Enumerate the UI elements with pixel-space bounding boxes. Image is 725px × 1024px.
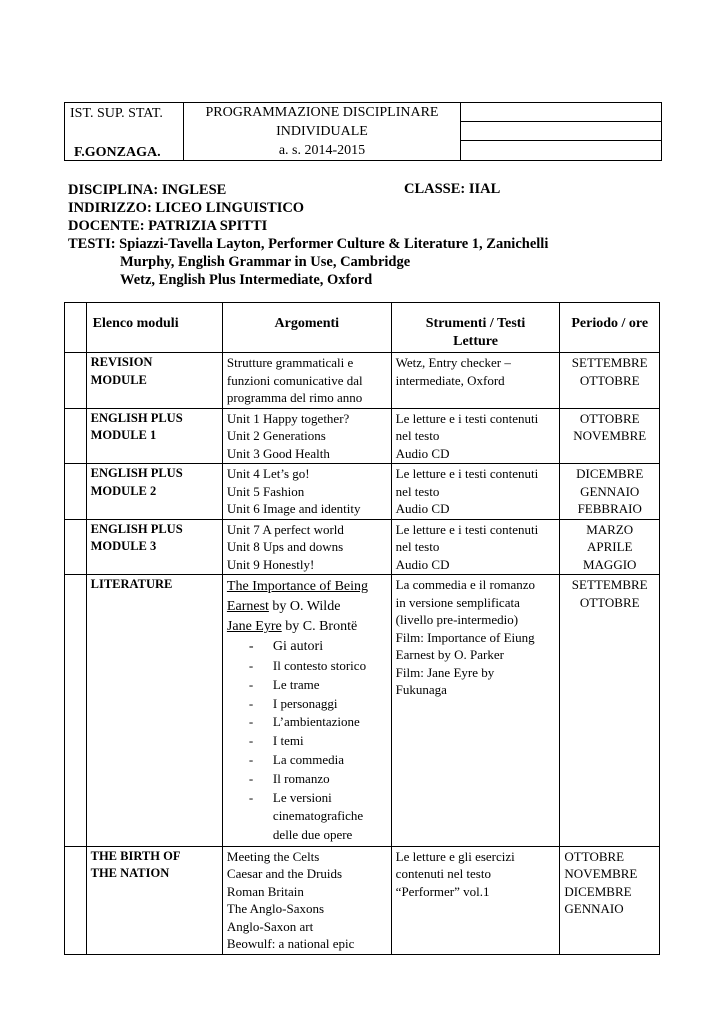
index-header [65,303,87,353]
indirizzo: INDIRIZZO: LICEO LINGUISTICO [68,200,305,216]
argomenti-cell [222,408,391,464]
title-line-2: INDIVIDUALE [276,124,368,139]
periodo: OTTOBRE [579,594,640,610]
testi-line-2: Murphy, English Grammar in Use, Cambridge [120,254,411,270]
modulo-line: MODULE [90,372,147,387]
periodo-cell [560,464,660,520]
strumento: Audio CD [395,445,450,461]
modulo-line: LITERATURE [90,577,173,591]
argomento: The Anglo-Saxons [226,901,325,917]
list-item: - Le trame [227,676,387,695]
list-item: - I personaggi [227,695,387,714]
periodo: DICEMBRE [576,466,644,481]
periodo-cell [560,846,660,954]
strumento: contenuti nel testo [395,866,491,882]
list-item: - L’ambientazione [227,713,387,732]
periodo: APRILE [586,539,633,554]
argomento: Unit 8 Ups and downs [226,539,344,554]
school-cell [65,103,184,161]
header-strumenti [391,303,560,353]
header-table [64,102,662,161]
argomento: Meeting the Celts [226,848,320,864]
strumento: nel testo [395,539,440,554]
strumento: Audio CD [395,501,450,516]
literature-topics [227,637,387,845]
index-cell [65,408,87,464]
header-moduli: Elenco moduli [86,303,222,353]
periodo: SETTEMBRE [571,355,648,370]
strumento: Fukunaga [395,682,447,697]
index-cell [65,846,87,954]
periodo: NOVEMBRE [564,866,638,882]
strumento: nel testo [395,428,440,443]
modulo-cell [86,519,222,575]
docente: DOCENTE: PATRIZIA SPITTI [68,218,268,234]
disciplina: DISCIPLINA: INGLESE [68,182,227,198]
strumenti-cell [391,464,560,520]
work-2-author: by C. Brontë [281,619,358,634]
strumento: Film: Importance of Eiung [395,629,535,645]
argomenti-cell [222,353,391,409]
argomento: Unit 3 Good Health [226,445,330,461]
blank-box [461,103,661,122]
periodo: OTTOBRE [579,372,640,388]
school-line-2: F.GONZAGA. [74,145,161,160]
table-row-nation [65,846,660,954]
strumento: intermediate, Oxford [395,372,505,388]
header-strumenti-1: Strumenti / Testi [425,316,526,331]
argomento: Beowulf: a national epic [226,936,355,952]
strumento: La commedia e il romanzo [395,577,536,592]
strumenti-cell [391,846,560,954]
modulo-line: MODULE 1 [90,428,157,442]
modulo-line: THE NATION [90,866,170,881]
list-item: - I temi [227,732,387,751]
periodo: GENNAIO [580,483,640,499]
periodo: GENNAIO [564,901,624,917]
strumento: Le letture e gli esercizi [395,848,515,864]
strumenti-cell [391,353,560,409]
modulo-line: ENGLISH PLUS [90,521,183,536]
periodo: MAGGIO [582,556,637,572]
argomento: Strutture grammaticali e [226,355,354,370]
strumento: Le letture e i testi contenuti [395,466,539,481]
index-cell [65,353,87,409]
list-item: - Le versioni cinematografiche delle due opere [227,789,387,845]
list-item: - La commedia [227,751,387,770]
periodo: OTTOBRE [564,848,625,864]
index-cell [65,575,87,847]
periodo: FEBBRAIO [577,501,642,516]
header-argomenti: Argomenti [222,303,391,353]
blank-boxes-cell [461,103,662,161]
argomento: Anglo-Saxon art [226,918,314,934]
modulo-cell [86,353,222,409]
work-1-title-2: Earnest [226,599,269,614]
strumento: Earnest by O. Parker [395,647,504,662]
argomento: programma del rimo anno [226,390,363,405]
modulo-cell [86,575,222,847]
argomenti-cell [222,575,391,847]
modulo-cell [86,408,222,464]
strumento: Le letture e i testi contenuti [395,410,539,426]
modulo-cell [86,846,222,954]
periodo-cell [560,408,660,464]
strumenti-cell [391,575,560,847]
work-1-title: The Importance of Being [226,579,369,594]
argomento: funzioni comunicative dal [226,372,363,388]
strumento: in versione semplificata [395,594,520,610]
periodo-cell [560,353,660,409]
argomento: Unit 2 Generations [226,428,326,443]
periodo: OTTOBRE [579,410,640,426]
modules-table [64,302,660,955]
argomento: Unit 1 Happy together? [226,410,350,426]
periodo: MARZO [586,521,634,537]
strumento: (livello pre-intermedio) [395,612,519,627]
header-strumenti-2: Letture [453,334,498,349]
table-row [65,519,660,575]
strumento: Audio CD [395,556,450,572]
work-1-author: by O. Wilde [268,599,341,614]
work-2-title: Jane Eyre [226,619,282,634]
list-item: - Il romanzo [227,770,387,789]
blank-box [461,141,661,160]
modulo-line: ENGLISH PLUS [90,466,183,480]
argomento: Caesar and the Druids [226,866,343,882]
strumenti-cell [391,408,560,464]
strumenti-cell [391,519,560,575]
argomento: Unit 9 Honestly! [226,556,315,572]
modulo-line: ENGLISH PLUS [90,410,183,425]
argomenti-cell [222,519,391,575]
modulo-line: MODULE 3 [90,539,157,553]
index-cell [65,519,87,575]
school-line-1: IST. SUP. STAT. [70,106,163,121]
periodo: SETTEMBRE [571,577,648,592]
title-cell [184,103,461,161]
argomenti-cell [222,464,391,520]
work-2 [227,617,387,637]
index-cell [65,464,87,520]
periodo-cell [560,519,660,575]
table-header-row [65,303,660,353]
periodo-cell [560,575,660,847]
modulo-line: THE BIRTH OF [90,848,181,863]
periodo: NOVEMBRE [573,428,647,443]
modulo-line: REVISION [90,355,153,369]
title-line-3: a. s. 2014-2015 [278,143,366,158]
strumento: Wetz, Entry checker – [395,355,511,370]
table-row [65,353,660,409]
testi-line-3: Wetz, English Plus Intermediate, Oxford [120,272,373,288]
argomento: Roman Britain [226,883,304,899]
strumento: “Performer” vol.1 [395,883,490,899]
classe: CLASSE: IIAL [404,181,501,197]
periodo: DICEMBRE [564,883,632,899]
argomento: Unit 7 A perfect world [226,521,344,537]
header-periodo: Periodo / ore [560,303,660,353]
table-row [65,408,660,464]
blank-box [461,122,661,141]
testi-line-1: TESTI: Spiazzi-Tavella Layton, Performer Culture & Literature 1, Zanichelli [68,236,549,252]
list-item: - Gi autori [227,637,387,657]
table-row-literature [65,575,660,847]
argomento: Unit 5 Fashion [226,483,305,499]
strumento: Film: Jane Eyre by [395,664,495,680]
argomento: Unit 4 Let’s go! [226,466,310,481]
modulo-line: MODULE 2 [90,483,157,498]
title-line-1: PROGRAMMAZIONE DISCIPLINARE [205,105,439,120]
list-item: - Il contesto storico [227,657,387,676]
argomenti-cell [222,846,391,954]
modulo-cell [86,464,222,520]
work-1 [227,577,387,617]
strumento: Le letture e i testi contenuti [395,521,539,537]
strumento: nel testo [395,483,440,499]
table-row [65,464,660,520]
argomento: Unit 6 Image and identity [226,501,361,516]
